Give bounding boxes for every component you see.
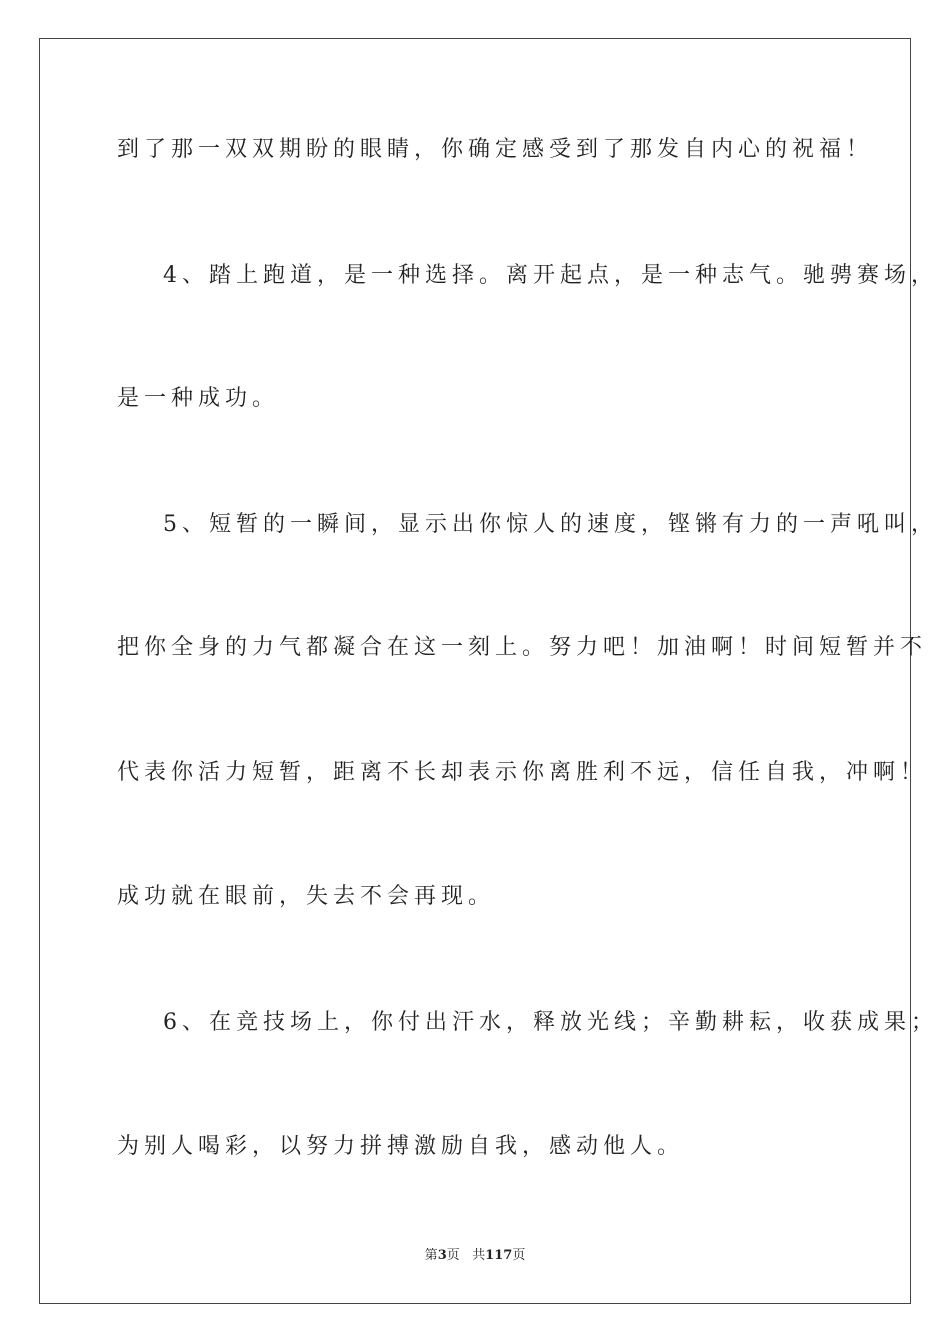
text-line: 到了那一双双期盼的眼睛，你确定感受到了那发自内心的祝福！: [117, 137, 874, 162]
total-suffix: 页: [512, 1248, 526, 1263]
text-line: 成功就在眼前，失去不会再现。: [117, 884, 496, 909]
text-line: 5、短暂的一瞬间，显示出你惊人的速度，铿锵有力的一声吼叫，: [163, 512, 938, 537]
page-frame: [39, 38, 938, 1304]
text-line: 是一种成功。: [117, 386, 280, 411]
text-line: 代表你活力短暂，距离不长却表示你离胜利不远，信任自我，冲啊！: [117, 760, 928, 785]
total-pages: 117: [485, 1248, 513, 1263]
page-label-suffix: 页: [446, 1248, 460, 1263]
text-line: 为别人喝彩，以努力拼搏激励自我，感动他人。: [117, 1134, 685, 1159]
page-number: 3: [437, 1248, 447, 1263]
text-line: 把你全身的力气都凝合在这一刻上。努力吧！加油啊！时间短暂并不: [117, 635, 928, 660]
text-line: 6、在竞技场上，你付出汗水，释放光线；辛勤耕耘，收获成果；: [163, 1010, 938, 1035]
page-label-prefix: 第: [424, 1248, 438, 1263]
text-line: 4、踏上跑道，是一种选择。离开起点，是一种志气。驰骋赛场，: [163, 263, 938, 288]
total-prefix: 共: [472, 1248, 486, 1263]
page-footer: [0, 1247, 950, 1265]
